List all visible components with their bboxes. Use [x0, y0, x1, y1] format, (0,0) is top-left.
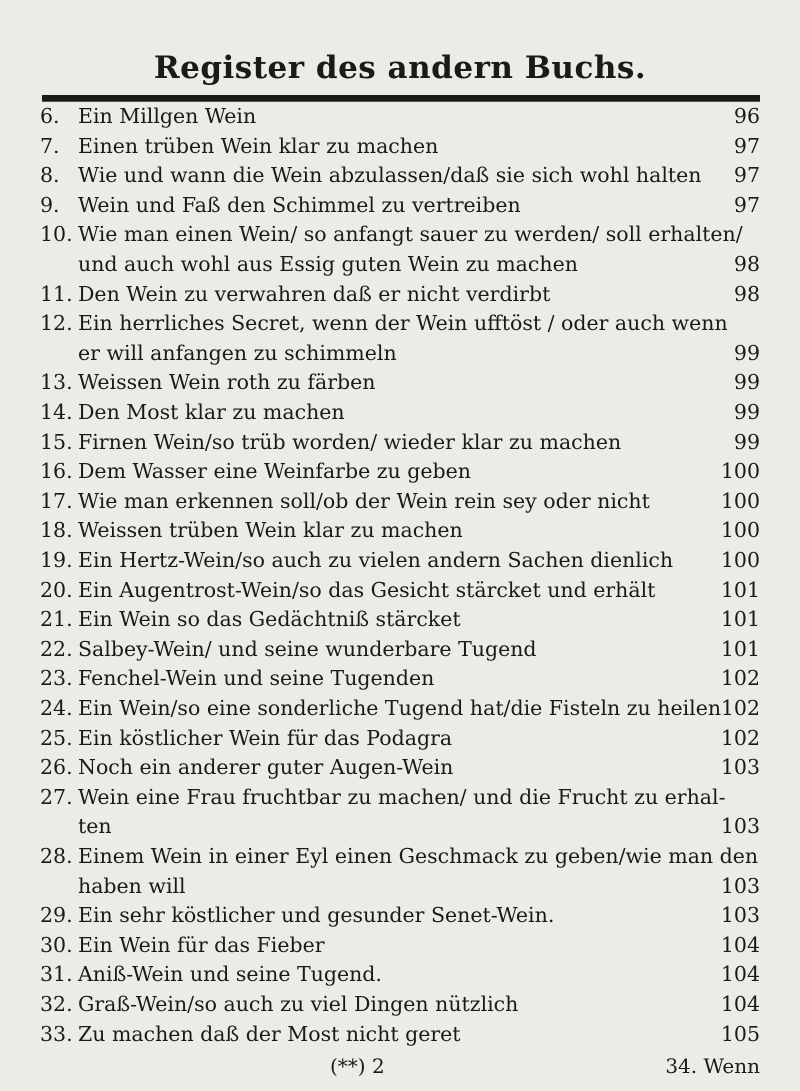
entry-page-number: 103: [720, 755, 760, 780]
entry-number: 29.: [40, 903, 73, 928]
entry-number: 8.: [40, 163, 60, 188]
entry-page-number: 104: [720, 992, 760, 1016]
entry-page-number: 102: [720, 696, 760, 720]
entry-number: 32.: [40, 992, 73, 1016]
entry-title: Einem Wein in einer Eyl einen Geschmack zu geben/wie man den: [78, 844, 759, 868]
entry-title: Ein köstlicher Wein für das Podagra: [78, 725, 453, 750]
entry-number: 20.: [40, 577, 73, 602]
entry-title: Aniß-Wein und seine Tugend.: [78, 962, 382, 987]
toc-entry: [0, 607, 800, 631]
entry-page-number: 103: [720, 903, 760, 928]
entry-number: 22.: [40, 636, 73, 661]
header-rule: [42, 95, 760, 102]
entry-title: Wie man einen Wein/ so anfangt sauer zu werden/ soll erhalten/: [78, 222, 743, 247]
entry-page-number: 101: [720, 636, 760, 661]
entry-title: Fenchel-Wein und seine Tugenden: [78, 666, 435, 691]
entry-number: 11.: [40, 281, 73, 306]
entry-title: Einen trüben Wein klar zu machen: [78, 133, 439, 158]
toc-entry: [0, 193, 800, 217]
entry-page-number: 96: [733, 104, 760, 128]
entry-number: 33.: [40, 1021, 73, 1046]
entry-number: 12.: [40, 311, 73, 336]
entry-title-continuation: und auch wohl aus Essig guten Wein zu machen: [78, 252, 578, 276]
toc-entry: [0, 1022, 800, 1046]
toc-entry: [0, 933, 800, 957]
entry-number: 17.: [40, 488, 73, 513]
toc-entry: [0, 785, 800, 809]
catchword: 34. Wenn: [665, 1054, 760, 1078]
entry-number: 7.: [40, 133, 60, 158]
entry-title: Ein Hertz-Wein/so auch zu vielen andern Sachen dienlich: [78, 548, 674, 572]
entry-title: Wie und wann die Wein abzulassen/daß sie sich wohl halten: [78, 163, 702, 188]
entry-title: Ein herrliches Secret, wenn der Wein ufftöst / oder auch wenn: [78, 311, 728, 336]
toc-entry: [0, 666, 800, 690]
entry-page-number: 99: [733, 429, 760, 454]
entry-number: 6.: [40, 104, 60, 128]
entry-title: Zu machen daß der Most nicht geret: [78, 1021, 461, 1046]
entry-page-number: 97: [733, 133, 760, 158]
entry-title-continuation: er will anfangen zu schimmeln: [78, 340, 397, 365]
toc-entry: [0, 903, 800, 927]
toc-entry: [0, 578, 800, 602]
entry-title: Ein Wein/so eine sonderliche Tugend hat/die Fisteln zu heilen: [78, 696, 722, 720]
entry-page-number: 100: [720, 459, 760, 484]
entry-page-number: 99: [733, 340, 760, 365]
entry-number: 30.: [40, 932, 73, 957]
toc-entry: [0, 400, 800, 424]
toc-entry: [0, 696, 800, 720]
entry-page-number: 105: [720, 1021, 760, 1046]
entry-title: Firnen Wein/so trüb worden/ wieder klar zu machen: [78, 429, 622, 454]
entry-page-number: 97: [733, 163, 760, 188]
entry-title-continuation: ten: [78, 814, 112, 839]
entry-number: 26.: [40, 755, 73, 780]
entry-number: 9.: [40, 192, 60, 217]
entry-page-number: 100: [720, 518, 760, 543]
entry-title: Ein Wein für das Fieber: [78, 932, 325, 957]
entry-page-number: 104: [720, 932, 760, 957]
toc-entry: [0, 518, 800, 542]
entry-title: Salbey-Wein/ und seine wunderbare Tugend: [78, 636, 537, 661]
entry-page-number: 97: [733, 192, 760, 217]
entry-page-number: 101: [720, 607, 760, 632]
entry-page-number: 100: [720, 488, 760, 513]
entry-page-number: 102: [720, 725, 760, 750]
entry-number: 13.: [40, 370, 73, 395]
entry-number: 27.: [40, 784, 73, 809]
toc-entry: [0, 962, 800, 986]
entry-page-number: 99: [733, 370, 760, 395]
entry-title: Ein sehr köstlicher und gesunder Senet-Wein.: [78, 903, 555, 928]
entry-number: 15.: [40, 429, 73, 454]
toc-entry: [0, 163, 800, 187]
entry-title: Ein Augentrost-Wein/so das Gesicht stärcket und erhält: [78, 577, 656, 602]
toc-entry: [0, 992, 800, 1016]
entry-number: 10.: [40, 222, 73, 247]
entry-number: 14.: [40, 400, 73, 424]
entry-title: Weissen trüben Wein klar zu machen: [78, 518, 463, 543]
toc-entry: [0, 726, 800, 750]
entry-title: Den Wein zu verwahren daß er nicht verdirbt: [78, 281, 551, 306]
entry-page-number: 98: [733, 252, 760, 276]
page-footer: [0, 1054, 800, 1084]
page-heading: Register des andern Buchs.: [153, 50, 647, 86]
entry-title: Wein eine Frau fruchtbar zu machen/ und die Frucht zu erhal-: [78, 784, 726, 809]
entry-page-number: 103: [720, 873, 760, 898]
entry-number: 25.: [40, 725, 73, 750]
entry-page-number: 98: [733, 281, 760, 306]
toc-entry: [0, 459, 800, 483]
entry-title: Ein Millgen Wein: [78, 104, 257, 128]
entry-title: Wein und Faß den Schimmel zu vertreiben: [78, 192, 521, 217]
toc-entry: [0, 755, 800, 779]
entry-page-number: 100: [720, 548, 760, 572]
entry-page-number: 101: [720, 577, 760, 602]
toc-entry: [0, 489, 800, 513]
entry-title: Den Most klar zu machen: [78, 400, 345, 424]
toc-entry: [0, 311, 800, 335]
toc-entry: [0, 134, 800, 158]
entry-page-number: 99: [733, 400, 760, 424]
entry-number: 16.: [40, 459, 73, 484]
entry-title: Ein Wein so das Gedächtniß stärcket: [78, 607, 461, 632]
entry-title: Dem Wasser eine Weinfarbe zu geben: [78, 459, 471, 484]
toc-entry: [0, 282, 800, 306]
entry-number: 21.: [40, 607, 73, 632]
entry-number: 18.: [40, 518, 73, 543]
signature-mark: (**) 2: [330, 1054, 385, 1078]
toc-entry: [0, 844, 800, 868]
entry-page-number: 104: [720, 962, 760, 987]
entry-number: 19.: [40, 548, 73, 572]
toc-entry: [0, 637, 800, 661]
entry-number: 23.: [40, 666, 73, 691]
toc-entry: [0, 104, 800, 128]
toc-entry: [0, 548, 800, 572]
entry-title-continuation: haben will: [78, 873, 186, 898]
entry-page-number: 103: [720, 814, 760, 839]
entry-title: Noch ein anderer guter Augen-Wein: [78, 755, 454, 780]
entry-number: 31.: [40, 962, 73, 987]
entry-title: Weissen Wein roth zu färben: [78, 370, 376, 395]
toc-entry: [0, 222, 800, 246]
toc-entry: [0, 370, 800, 394]
entry-number: 28.: [40, 844, 73, 868]
toc-entry: [0, 430, 800, 454]
entry-page-number: 102: [720, 666, 760, 691]
entry-title: Wie man erkennen soll/ob der Wein rein sey oder nicht: [78, 488, 650, 513]
entry-number: 24.: [40, 696, 73, 720]
entry-title: Graß-Wein/so auch zu viel Dingen nützlich: [78, 992, 519, 1016]
